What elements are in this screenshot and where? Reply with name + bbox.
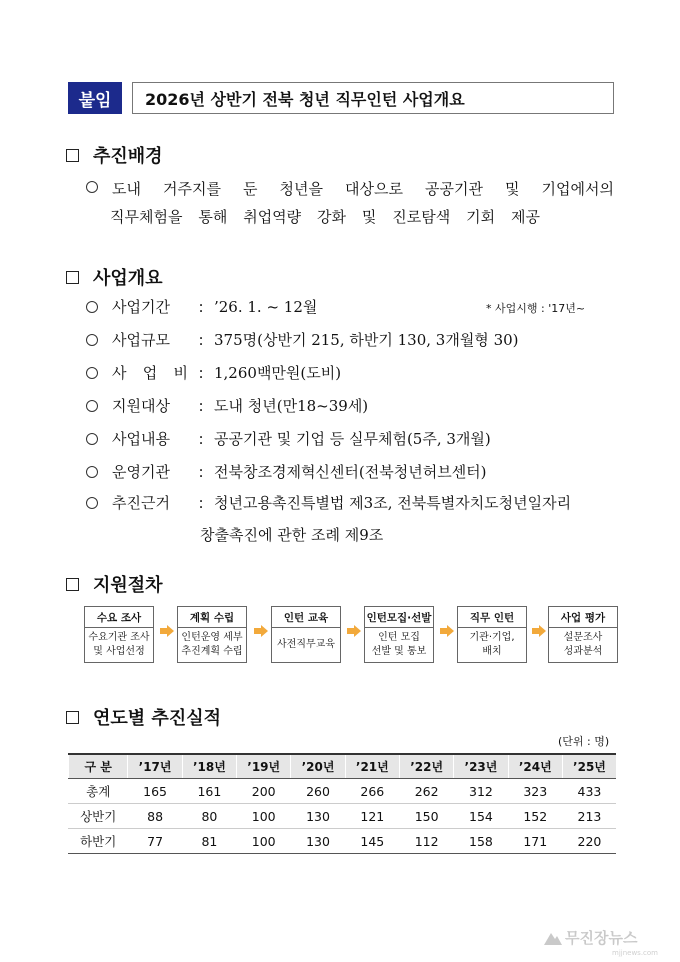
table-cell: 145 (345, 829, 399, 854)
table-cell: 112 (399, 829, 453, 854)
arrow-right-icon (440, 625, 454, 637)
step-body (84, 627, 154, 663)
item-value: 1,260백만원(도비) (214, 364, 342, 382)
step-body (177, 627, 247, 663)
column-header: ’24년 (508, 754, 562, 779)
colon: : (198, 396, 204, 415)
table-cell: 433 (562, 779, 616, 804)
item-value: 청년고용촉진특별법 제3조, 전북특별자치도청년일자리 (214, 494, 572, 512)
overview-note: * 사업시행 : '17년~ (486, 302, 586, 315)
table-cell: 130 (291, 804, 345, 829)
table-cell: 262 (399, 779, 453, 804)
step-body (457, 627, 527, 663)
column-header: ’19년 (237, 754, 291, 779)
circle-bullet-icon (86, 400, 98, 412)
table-row (69, 804, 617, 829)
step-body (271, 627, 341, 663)
procedure-step (548, 606, 618, 660)
square-bullet-icon (66, 578, 79, 591)
table-row (69, 829, 617, 854)
section-overview (66, 264, 163, 290)
arrow-right-icon (254, 625, 268, 637)
colon: : (198, 462, 204, 481)
table-cell: 150 (399, 804, 453, 829)
circle-bullet-icon (86, 497, 98, 509)
step-line: 인턴 모집 (378, 632, 420, 643)
table-row (69, 779, 617, 804)
circle-bullet-icon (86, 367, 98, 379)
procedure-step (177, 606, 247, 660)
section-heading: 추진배경 (93, 146, 163, 167)
step-body (364, 627, 434, 663)
unit-label: (단위 : 명) (558, 735, 610, 748)
column-header: ’18년 (182, 754, 236, 779)
item-label: 사업규모 (112, 331, 170, 349)
item-value: 전북창조경제혁신센터(전북청년허브센터) (214, 463, 487, 481)
results-table (68, 753, 616, 854)
colon: : (198, 429, 204, 448)
item-label: 사업기간 (112, 298, 170, 316)
circle-bullet-icon (86, 181, 98, 193)
table-cell: 171 (508, 829, 562, 854)
colon: : (198, 330, 204, 349)
overview-item (86, 296, 317, 317)
item-label: 추진근거 (112, 494, 170, 512)
table-cell: 80 (182, 804, 236, 829)
table-cell: 총계 (69, 779, 128, 804)
overview-item (86, 461, 487, 482)
colon: : (198, 363, 204, 382)
table-cell: 158 (454, 829, 508, 854)
column-header: ’17년 (128, 754, 182, 779)
procedure-step (364, 606, 434, 660)
table-cell: 100 (237, 829, 291, 854)
section-results (66, 704, 221, 730)
column-header: ’21년 (345, 754, 399, 779)
table-cell: 323 (508, 779, 562, 804)
table-cell: 130 (291, 829, 345, 854)
item-value: ’26. 1. ~ 12월 (214, 298, 318, 316)
table-cell: 152 (508, 804, 562, 829)
table-cell: 312 (454, 779, 508, 804)
step-title: 수요 조사 (84, 606, 154, 627)
table-cell: 154 (454, 804, 508, 829)
column-header: 구 분 (69, 754, 128, 779)
step-title: 사업 평가 (548, 606, 618, 627)
watermark-domain: mjjnews.com (612, 949, 658, 957)
table-cell: 220 (562, 829, 616, 854)
step-line: 인턴운영 세부 (181, 632, 243, 643)
watermark-text: 무진장뉴스 (565, 929, 638, 947)
table-cell: 상반기 (69, 804, 128, 829)
overview-item (86, 492, 571, 513)
step-line: 기관·기업, (469, 632, 515, 643)
step-line: 사전직무교육 (277, 639, 335, 650)
attachment-tag: 붙임 (68, 82, 122, 114)
step-line: 추진계획 수립 (181, 646, 243, 657)
overview-item (86, 395, 368, 416)
section-procedure (66, 571, 163, 597)
column-header: ’25년 (562, 754, 616, 779)
procedure-step (271, 606, 341, 660)
document-title: 2026년 상반기 전북 청년 직무인턴 사업개요 (132, 82, 614, 114)
colon: : (198, 297, 204, 316)
circle-bullet-icon (86, 334, 98, 346)
table-cell: 77 (128, 829, 182, 854)
table-cell: 121 (345, 804, 399, 829)
watermark-logo (544, 927, 637, 948)
step-line: 성과분석 (563, 646, 603, 657)
step-line: 설문조사 (563, 632, 603, 643)
item-value: 375명(상반기 215, 하반기 130, 3개월형 30) (214, 331, 519, 349)
table-cell: 165 (128, 779, 182, 804)
item-label: 운영기관 (112, 463, 170, 481)
arrow-right-icon (347, 625, 361, 637)
overview-item (86, 428, 491, 449)
overview-item (86, 329, 519, 350)
overview-item (86, 362, 341, 383)
item-label: 지원대상 (112, 397, 170, 415)
table-cell: 266 (345, 779, 399, 804)
table-header-row (69, 754, 617, 779)
table-cell: 200 (237, 779, 291, 804)
item-value: 도내 청년(만18~39세) (214, 397, 369, 415)
table-cell: 161 (182, 779, 236, 804)
table-cell: 100 (237, 804, 291, 829)
procedure-step (84, 606, 154, 660)
step-title: 인턴 교육 (271, 606, 341, 627)
arrow-right-icon (532, 625, 546, 637)
circle-bullet-icon (86, 466, 98, 478)
section-background (66, 142, 163, 168)
column-header: ’20년 (291, 754, 345, 779)
section-heading: 지원절차 (93, 575, 163, 596)
table-cell: 81 (182, 829, 236, 854)
table-cell: 213 (562, 804, 616, 829)
item-label: 사업내용 (112, 430, 170, 448)
square-bullet-icon (66, 711, 79, 724)
item-value-continued: 창출촉진에 관한 조례 제9조 (200, 526, 384, 544)
procedure-step (457, 606, 527, 660)
step-body (548, 627, 618, 663)
circle-bullet-icon (86, 433, 98, 445)
step-title: 직무 인턴 (457, 606, 527, 627)
arrow-right-icon (160, 625, 174, 637)
table-cell: 하반기 (69, 829, 128, 854)
step-line: 선발 및 통보 (371, 646, 427, 657)
step-line: 수요기관 조사 (88, 632, 150, 643)
section-heading: 사업개요 (93, 268, 163, 289)
square-bullet-icon (66, 149, 79, 162)
background-line-2: 직무체험을 통해 취업역량 강화 및 진로탐색 기회 제공 (110, 208, 540, 226)
background-line-1: 도내 거주지를 둔 청년을 대상으로 공공기관 및 기업에서의 (86, 178, 614, 199)
circle-bullet-icon (86, 301, 98, 313)
step-line: 및 사업선정 (93, 646, 145, 657)
table-cell: 260 (291, 779, 345, 804)
item-label: 사 업 비 (112, 364, 188, 382)
mountain-icon (544, 931, 562, 945)
step-title: 계획 수립 (177, 606, 247, 627)
section-heading: 연도별 추진실적 (93, 708, 221, 729)
column-header: ’22년 (399, 754, 453, 779)
step-title: 인턴모집·선발 (364, 606, 434, 627)
step-line: 배치 (482, 646, 502, 657)
document-header (68, 82, 614, 114)
column-header: ’23년 (454, 754, 508, 779)
colon: : (198, 493, 204, 512)
item-value: 공공기관 및 기업 등 실무체험(5주, 3개월) (214, 430, 491, 448)
table-cell: 88 (128, 804, 182, 829)
square-bullet-icon (66, 271, 79, 284)
